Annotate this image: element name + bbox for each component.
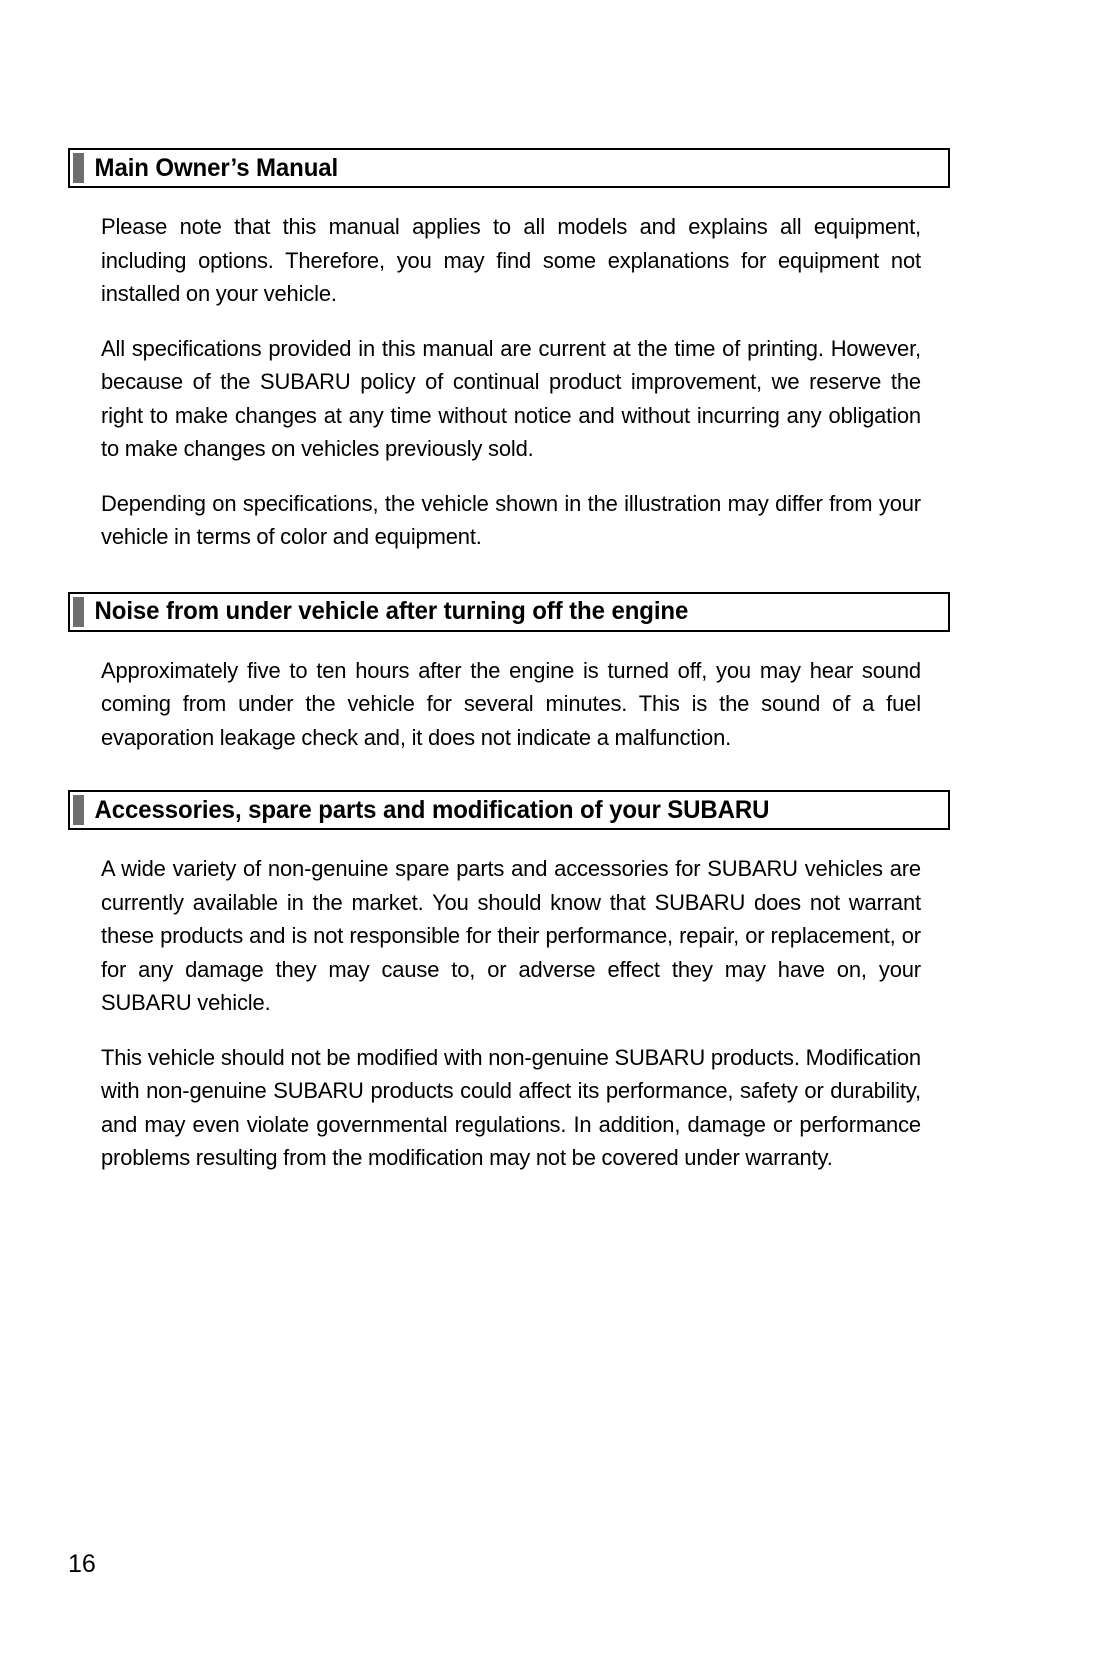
- paragraph: Depending on specifications, the vehicle shown in the illustration may differ from your vehicle in terms of color and equipment.: [101, 490, 921, 549]
- section-heading-text: Accessories, spare parts and modification of your SUBARU: [94, 795, 770, 824]
- section-body-accessories-spare-parts: [68, 852, 950, 1175]
- section-main-owners-manual: [68, 148, 950, 554]
- section-noise-from-under-vehicle: [68, 592, 950, 755]
- section-body-noise-from-under-vehicle: [68, 654, 950, 755]
- paragraph: Approximately five to ten hours after the engine is turned off, you may hear sound coming from under the vehicle for several minutes. This is the sound of a fuel evaporation leakage check and, it does not indicate a malfunction.: [101, 657, 921, 750]
- paragraph: All specifications provided in this manual are current at the time of printing. However, because of the SUBARU policy of continual product improvement, we reserve the right to make changes at any time without notice and without incurring any obligation to make changes on vehicles previously sold.: [101, 335, 921, 461]
- section-body-main-owners-manual: [68, 210, 950, 554]
- section-header-accessories-spare-parts: [68, 790, 950, 830]
- section-marker-bar: [73, 597, 84, 627]
- section-marker-bar: [73, 153, 84, 183]
- section-accessories-spare-parts: [68, 790, 950, 1175]
- page-content: [68, 148, 950, 1175]
- section-header-main-owners-manual: [68, 148, 950, 188]
- page-number: 16: [68, 1550, 96, 1578]
- paragraph: This vehicle should not be modified with non-genuine SUBARU products. Modification with non-genuine SUBARU products could affect its performance, safety or durability, and may even violate governmental regulations. In addition, damage or performance problems resulting from the modification may not be covered under warranty.: [101, 1044, 921, 1170]
- section-marker-bar: [73, 795, 84, 825]
- section-heading-text: Noise from under vehicle after turning off the engine: [94, 597, 689, 625]
- paragraph: A wide variety of non-genuine spare parts and accessories for SUBARU vehicles are currently available in the market. You should know that SUBARU does not warrant these products and is not responsible for their performance, repair, or replacement, or for any damage they may cause to, or adverse effect they may have on, your SUBARU vehicle.: [101, 856, 921, 1015]
- section-header-noise-from-under-vehicle: [68, 592, 950, 632]
- paragraph: Please note that this manual applies to all models and explains all equipment, including options. Therefore, you may find some explanations for equipment not installed on your vehicle.: [101, 214, 921, 306]
- section-heading-text: Main Owner’s Manual: [94, 153, 339, 182]
